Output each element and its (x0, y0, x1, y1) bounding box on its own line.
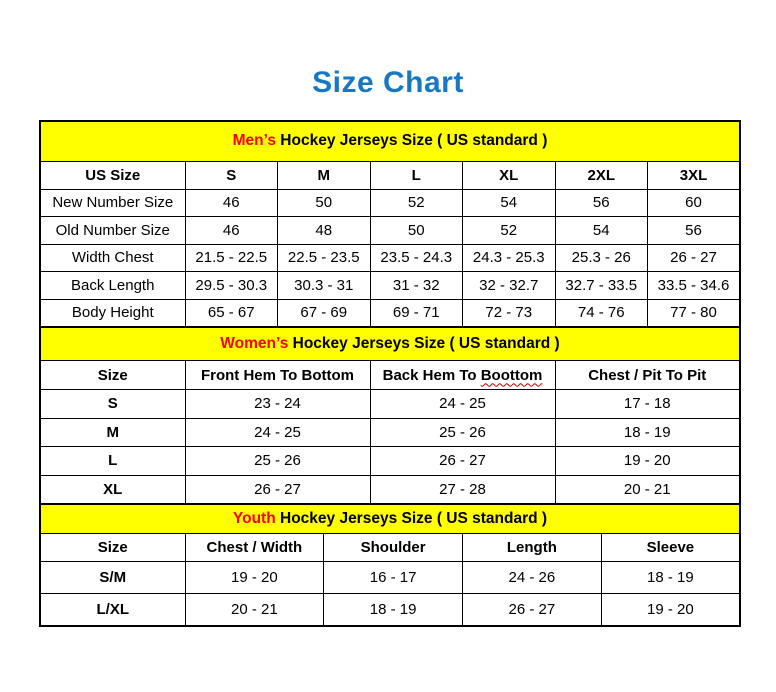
table-row (40, 189, 740, 217)
section-title-rest: Hockey Jerseys Size ( US standard ) (275, 132, 548, 150)
size-table-womens (39, 326, 741, 505)
column-header: M (278, 161, 371, 189)
size-cell: 24 - 25 (370, 390, 555, 419)
table-row (40, 475, 740, 504)
size-cell: 56 (555, 189, 648, 217)
section-title-rest: Hockey Jerseys Size ( US standard ) (288, 334, 560, 352)
column-header: US Size (40, 161, 185, 189)
size-cell: 30.3 - 31 (278, 272, 371, 300)
size-cell: 26 - 27 (370, 447, 555, 476)
misspelled-word: Boottom (480, 366, 543, 384)
size-cell: 18 - 19 (601, 562, 740, 594)
size-cell: 23.5 - 24.3 (370, 244, 463, 272)
size-cell: 50 (370, 217, 463, 245)
size-cell: 25 - 26 (370, 418, 555, 447)
size-cell: 18 - 19 (555, 418, 740, 447)
size-cell: 20 - 21 (555, 475, 740, 504)
size-cell: 77 - 80 (648, 299, 741, 327)
table-row (40, 272, 740, 300)
size-cell: 22.5 - 23.5 (278, 244, 371, 272)
page-title: Size Chart (312, 66, 464, 99)
size-cell: 65 - 67 (185, 299, 278, 327)
row-label: M (40, 418, 185, 447)
size-cell: 23 - 24 (185, 390, 370, 419)
column-header: Chest / Width (185, 534, 324, 562)
size-cell: 54 (555, 217, 648, 245)
section-title-rest: Hockey Jerseys Size ( US standard ) (275, 509, 548, 527)
size-cell: 17 - 18 (555, 390, 740, 419)
column-header: S (185, 161, 278, 189)
row-label: L/XL (40, 594, 185, 626)
column-header: Size (40, 534, 185, 562)
row-label: New Number Size (40, 189, 185, 217)
size-cell: 50 (278, 189, 371, 217)
size-cell: 26 - 27 (648, 244, 741, 272)
size-cell: 27 - 28 (370, 475, 555, 504)
size-cell: 69 - 71 (370, 299, 463, 327)
table-row (40, 299, 740, 327)
table-row (40, 594, 740, 626)
size-cell: 20 - 21 (185, 594, 324, 626)
size-table-youth (39, 503, 741, 627)
table-row (40, 447, 740, 476)
size-cell: 19 - 20 (185, 562, 324, 594)
size-tables (39, 120, 741, 627)
size-cell: 48 (278, 217, 371, 245)
section-title-youth (40, 504, 740, 534)
size-table-mens (39, 120, 741, 328)
section-title-womens (40, 327, 740, 361)
size-cell: 67 - 69 (278, 299, 371, 327)
column-header: 3XL (648, 161, 741, 189)
size-cell: 72 - 73 (463, 299, 556, 327)
size-cell: 24 - 25 (185, 418, 370, 447)
column-header: Sleeve (601, 534, 740, 562)
column-header: Chest / Pit To Pit (555, 361, 740, 390)
table-row (40, 390, 740, 419)
size-cell: 74 - 76 (555, 299, 648, 327)
table-row (40, 244, 740, 272)
size-cell: 26 - 27 (463, 594, 602, 626)
table-row (40, 217, 740, 245)
column-header: Back Hem To Boottom (370, 361, 555, 390)
size-cell: 52 (370, 189, 463, 217)
size-cell: 32.7 - 33.5 (555, 272, 648, 300)
row-label: S (40, 390, 185, 419)
column-header: Shoulder (324, 534, 463, 562)
column-header: Length (463, 534, 602, 562)
row-label: L (40, 447, 185, 476)
size-cell: 24 - 26 (463, 562, 602, 594)
size-cell: 56 (648, 217, 741, 245)
column-header: Size (40, 361, 185, 390)
table-row (40, 418, 740, 447)
size-cell: 25.3 - 26 (555, 244, 648, 272)
size-cell: 19 - 20 (601, 594, 740, 626)
size-cell: 18 - 19 (324, 594, 463, 626)
size-cell: 24.3 - 25.3 (463, 244, 556, 272)
size-cell: 31 - 32 (370, 272, 463, 300)
size-cell: 54 (463, 189, 556, 217)
size-cell: 21.5 - 22.5 (185, 244, 278, 272)
column-header: 2XL (555, 161, 648, 189)
row-label: Back Length (40, 272, 185, 300)
size-cell: 60 (648, 189, 741, 217)
section-title-mens (40, 121, 740, 161)
row-label: XL (40, 475, 185, 504)
size-cell: 46 (185, 189, 278, 217)
section-title-highlight: Men’s (232, 132, 276, 150)
column-header: Front Hem To Bottom (185, 361, 370, 390)
row-label: Old Number Size (40, 217, 185, 245)
size-cell: 33.5 - 34.6 (648, 272, 741, 300)
section-title-highlight: Youth (232, 509, 276, 527)
size-cell: 16 - 17 (324, 562, 463, 594)
size-cell: 26 - 27 (185, 475, 370, 504)
row-label: Body Height (40, 299, 185, 327)
row-label: Width Chest (40, 244, 185, 272)
column-header: XL (463, 161, 556, 189)
size-cell: 52 (463, 217, 556, 245)
size-cell: 19 - 20 (555, 447, 740, 476)
column-header: L (370, 161, 463, 189)
size-cell: 25 - 26 (185, 447, 370, 476)
size-cell: 46 (185, 217, 278, 245)
row-label: S/M (40, 562, 185, 594)
size-cell: 29.5 - 30.3 (185, 272, 278, 300)
size-cell: 32 - 32.7 (463, 272, 556, 300)
section-title-highlight: Women’s (220, 334, 289, 352)
table-row (40, 562, 740, 594)
